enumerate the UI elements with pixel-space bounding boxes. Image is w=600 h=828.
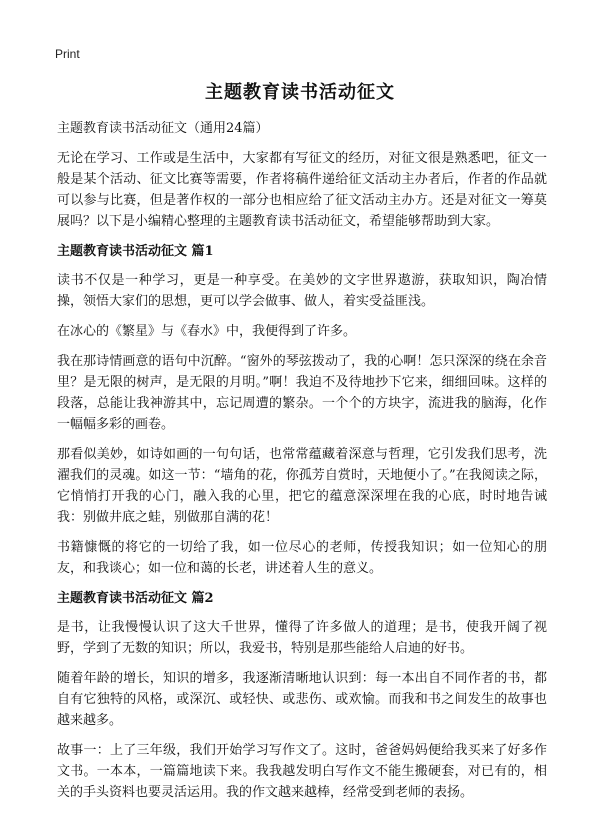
paragraph: 那看似美妙，如诗如画的一句句话，也常常蕴藏着深意与哲理，它引发我们思考，洗濯我们的灵魂。如这一节：“墙角的花，你孤芳自赏时，天地便小了。”在我阅读之际，它悄悄打开我的心门，融入我的心里，把它的蕴意深深埋在我的心底，时时地告诫我：别做井底之蛙，别做那自满的花！ bbox=[57, 447, 547, 525]
page-title: 主题教育读书活动征文 bbox=[205, 82, 395, 103]
document-body bbox=[57, 118, 547, 812]
intro-paragraph: 无论在学习、工作或是生活中，大家都有写征文的经历，对征文很是熟悉吧，征文一般是某个活动、征文比赛等需要，作者将稿件递给征文活动主办者后，作者的作品就可以参与比赛，但是著作权的一部分也相应给了征文活动主办方。还是对征文一筹莫展吗？以下是小编精心整理的主题教育读书活动征文，希望能够帮助到大家。 bbox=[57, 151, 547, 229]
paragraph: 读书不仅是一种学习，更是一种享受。在美妙的文字世界遨游，获取知识，陶冶情操，领悟大家们的思想，更可以学会做事、做人，着实受益匪浅。 bbox=[57, 273, 547, 309]
document-subtitle: 主题教育读书活动征文（通用24篇） bbox=[57, 121, 269, 136]
paragraph: 书籍慷慨的将它的一切给了我，如一位尽心的老师，传授我知识；如一位知心的朋友，和我谈心；如一位和蔼的长老，讲述着人生的意义。 bbox=[57, 540, 547, 576]
section-heading: 主题教育读书活动征文 篇1 bbox=[57, 244, 214, 259]
section-heading: 主题教育读书活动征文 篇2 bbox=[57, 591, 214, 606]
paragraph: 我在那诗情画意的语句中沉醉。“窗外的琴弦拨动了，我的心啊！怎只深深的绕在余音里？是无限的树声，是无限的月明。”啊！我迫不及待地抄下它来，细细回味。这样的段落，总能让我神游其中，忘记周遭的繁杂。一个个的方块字，流进我的脑海，化作一幅幅多彩的画卷。 bbox=[57, 354, 547, 432]
paragraph: 是书，让我慢慢认识了这大千世界，懂得了许多做人的道理；是书，使我开阔了视野，学到了无数的知识；所以，我爱书，特别是那些能给人启迪的好书。 bbox=[57, 620, 547, 656]
paragraph: 随着年龄的增长，知识的增多，我逐渐清晰地认识到：每一本出自不同作者的书，都自有它独特的风格，或深沉、或轻快、或悲伤、或欢愉。而我和书之间发生的故事也越来越多。 bbox=[57, 671, 547, 728]
print-label: Print bbox=[55, 47, 80, 61]
paragraph: 在冰心的《繁星》与《春水》中，我便得到了许多。 bbox=[57, 324, 357, 339]
paragraph: 故事一：上了三年级，我们开始学习写作文了。这时，爸爸妈妈便给我买来了好多作文书。一本本，一篇篇地读下来。我我越发明白写作文不能生搬硬套，对已有的，相关的手头资料也要灵活运用。我的作文越来越棒，经常受到老师的表扬。 bbox=[57, 743, 547, 800]
